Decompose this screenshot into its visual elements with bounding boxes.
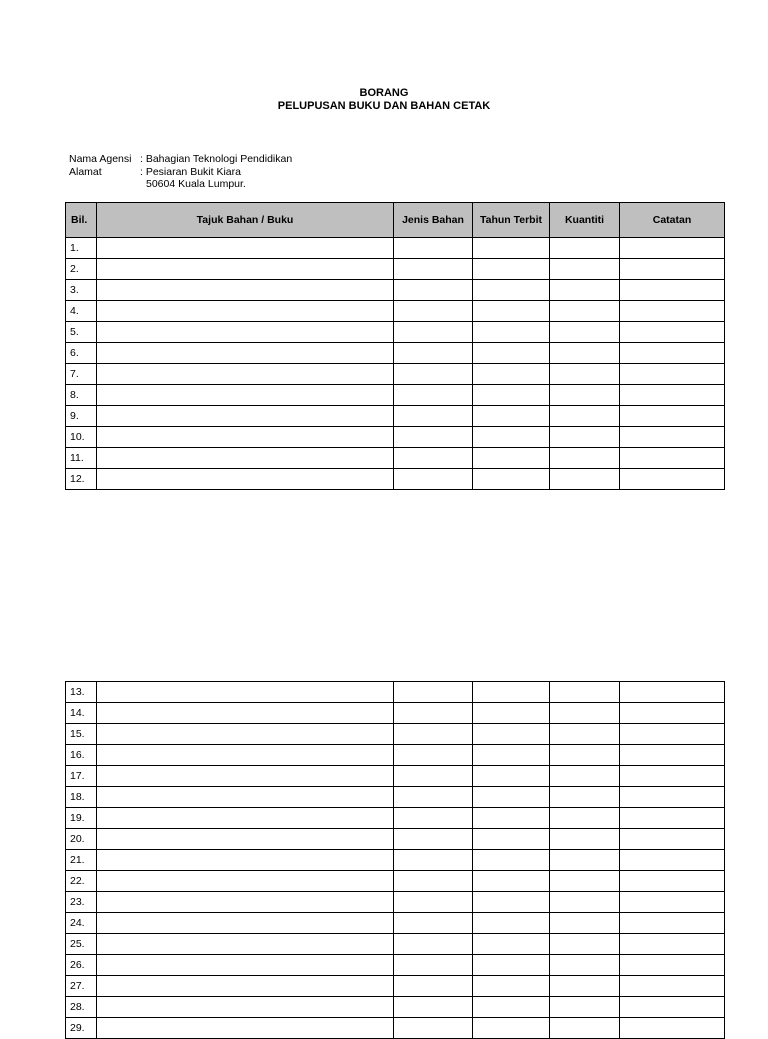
cell-jenis[interactable] <box>394 448 473 469</box>
cell-kuantiti[interactable] <box>550 703 620 724</box>
cell-tahun[interactable] <box>473 745 550 766</box>
table-row <box>66 829 725 850</box>
cell-tajuk[interactable] <box>97 427 394 448</box>
cell-kuantiti[interactable] <box>550 787 620 808</box>
cell-catatan[interactable] <box>620 322 725 343</box>
form-title: BORANG <box>359 87 409 99</box>
cell-tajuk[interactable] <box>97 934 394 955</box>
table-row <box>66 871 725 892</box>
table-row <box>66 892 725 913</box>
table-row <box>66 364 725 385</box>
cell-kuantiti[interactable] <box>550 469 620 490</box>
cell-kuantiti[interactable] <box>550 808 620 829</box>
cell-jenis[interactable] <box>394 301 473 322</box>
table-row <box>66 385 725 406</box>
table-row <box>66 934 725 955</box>
cell-catatan[interactable] <box>620 343 725 364</box>
cell-kuantiti[interactable] <box>550 997 620 1018</box>
cell-catatan[interactable] <box>620 427 725 448</box>
cell-catatan[interactable] <box>620 745 725 766</box>
cell-jenis[interactable] <box>394 724 473 745</box>
cell-bil: 13. <box>66 682 97 703</box>
cell-kuantiti[interactable] <box>550 850 620 871</box>
cell-tajuk[interactable] <box>97 745 394 766</box>
cell-catatan[interactable] <box>620 385 725 406</box>
cell-tajuk[interactable] <box>97 955 394 976</box>
cell-tajuk[interactable] <box>97 997 394 1018</box>
cell-bil: 23. <box>66 892 97 913</box>
cell-tajuk[interactable] <box>97 1018 394 1039</box>
cell-kuantiti[interactable] <box>550 913 620 934</box>
cell-catatan[interactable] <box>620 871 725 892</box>
cell-tajuk[interactable] <box>97 913 394 934</box>
cell-tahun[interactable] <box>473 301 550 322</box>
cell-tahun[interactable] <box>473 850 550 871</box>
cell-catatan[interactable] <box>620 724 725 745</box>
cell-bil: 28. <box>66 997 97 1018</box>
cell-tajuk[interactable] <box>97 724 394 745</box>
cell-tahun[interactable] <box>473 976 550 997</box>
cell-tajuk[interactable] <box>97 448 394 469</box>
cell-bil: 22. <box>66 871 97 892</box>
table-row <box>66 280 725 301</box>
cell-tajuk[interactable] <box>97 829 394 850</box>
cell-bil: 8. <box>66 385 97 406</box>
cell-tajuk[interactable] <box>97 850 394 871</box>
cell-kuantiti[interactable] <box>550 343 620 364</box>
cell-bil: 15. <box>66 724 97 745</box>
cell-bil: 5. <box>66 322 97 343</box>
cell-tahun[interactable] <box>473 385 550 406</box>
table-row <box>66 703 725 724</box>
table-row <box>66 301 725 322</box>
cell-kuantiti[interactable] <box>550 892 620 913</box>
cell-tajuk[interactable] <box>97 322 394 343</box>
cell-tahun[interactable] <box>473 343 550 364</box>
cell-jenis[interactable] <box>394 976 473 997</box>
cell-bil: 17. <box>66 766 97 787</box>
cell-jenis[interactable] <box>394 997 473 1018</box>
cell-jenis[interactable] <box>394 385 473 406</box>
cell-jenis[interactable] <box>394 322 473 343</box>
cell-bil: 11. <box>66 448 97 469</box>
cell-tahun[interactable] <box>473 238 550 259</box>
cell-catatan[interactable] <box>620 829 725 850</box>
cell-kuantiti[interactable] <box>550 766 620 787</box>
cell-tajuk[interactable] <box>97 976 394 997</box>
cell-tahun[interactable] <box>473 322 550 343</box>
cell-bil: 2. <box>66 259 97 280</box>
address-row <box>69 166 292 179</box>
cell-tahun[interactable] <box>473 934 550 955</box>
cell-tajuk[interactable] <box>97 682 394 703</box>
disposal-table-continued <box>65 681 725 1039</box>
cell-kuantiti[interactable] <box>550 406 620 427</box>
cell-tahun[interactable] <box>473 448 550 469</box>
cell-bil: 27. <box>66 976 97 997</box>
cell-bil: 20. <box>66 829 97 850</box>
cell-tahun[interactable] <box>473 427 550 448</box>
cell-catatan[interactable] <box>620 280 725 301</box>
cell-tajuk[interactable] <box>97 238 394 259</box>
cell-jenis[interactable] <box>394 703 473 724</box>
table-row <box>66 343 725 364</box>
cell-tahun[interactable] <box>473 766 550 787</box>
cell-bil: 1. <box>66 238 97 259</box>
cell-jenis[interactable] <box>394 787 473 808</box>
cell-catatan[interactable] <box>620 682 725 703</box>
cell-tajuk[interactable] <box>97 703 394 724</box>
cell-bil: 29. <box>66 1018 97 1039</box>
cell-tajuk[interactable] <box>97 385 394 406</box>
cell-tajuk[interactable] <box>97 469 394 490</box>
cell-kuantiti[interactable] <box>550 364 620 385</box>
cell-bil: 7. <box>66 364 97 385</box>
cell-tahun[interactable] <box>473 724 550 745</box>
cell-tajuk[interactable] <box>97 787 394 808</box>
cell-tajuk[interactable] <box>97 808 394 829</box>
cell-tajuk[interactable] <box>97 301 394 322</box>
cell-kuantiti[interactable] <box>550 259 620 280</box>
agency-row <box>69 153 292 166</box>
cell-catatan[interactable] <box>620 469 725 490</box>
cell-kuantiti[interactable] <box>550 238 620 259</box>
table-row <box>66 808 725 829</box>
cell-bil: 21. <box>66 850 97 871</box>
cell-tajuk[interactable] <box>97 364 394 385</box>
table-row <box>66 406 725 427</box>
cell-tahun[interactable] <box>473 829 550 850</box>
table-row <box>66 448 725 469</box>
cell-bil: 16. <box>66 745 97 766</box>
cell-tajuk[interactable] <box>97 871 394 892</box>
cell-catatan[interactable] <box>620 1018 725 1039</box>
cell-catatan[interactable] <box>620 976 725 997</box>
address-line-2: 50604 Kuala Lumpur. <box>146 178 246 190</box>
table-row <box>66 850 725 871</box>
cell-jenis[interactable] <box>394 682 473 703</box>
cell-jenis[interactable] <box>394 808 473 829</box>
table-row <box>66 997 725 1018</box>
cell-bil: 18. <box>66 787 97 808</box>
cell-kuantiti[interactable] <box>550 301 620 322</box>
cell-catatan[interactable] <box>620 364 725 385</box>
cell-tahun[interactable] <box>473 682 550 703</box>
cell-catatan[interactable] <box>620 892 725 913</box>
cell-tahun[interactable] <box>473 787 550 808</box>
table-row <box>66 976 725 997</box>
cell-kuantiti[interactable] <box>550 1018 620 1039</box>
cell-bil: 14. <box>66 703 97 724</box>
address-line-1: : Pesiaran Bukit Kiara <box>140 165 241 178</box>
cell-catatan[interactable] <box>620 238 725 259</box>
cell-tahun[interactable] <box>473 364 550 385</box>
cell-tahun[interactable] <box>473 871 550 892</box>
cell-catatan[interactable] <box>620 850 725 871</box>
cell-kuantiti[interactable] <box>550 280 620 301</box>
cell-jenis[interactable] <box>394 469 473 490</box>
cell-jenis[interactable] <box>394 427 473 448</box>
cell-bil: 10. <box>66 427 97 448</box>
table-row <box>66 745 725 766</box>
cell-bil: 6. <box>66 343 97 364</box>
cell-bil: 4. <box>66 301 97 322</box>
cell-jenis[interactable] <box>394 955 473 976</box>
agency-value: : Bahagian Teknologi Pendidikan <box>140 153 293 165</box>
cell-jenis[interactable] <box>394 850 473 871</box>
cell-bil: 19. <box>66 808 97 829</box>
disposal-table <box>65 202 725 490</box>
cell-catatan[interactable] <box>620 301 725 322</box>
cell-catatan[interactable] <box>620 787 725 808</box>
cell-tajuk[interactable] <box>97 406 394 427</box>
cell-jenis[interactable] <box>394 766 473 787</box>
cell-catatan[interactable] <box>620 955 725 976</box>
cell-tahun[interactable] <box>473 259 550 280</box>
column-header-catatan: Catatan <box>620 203 725 238</box>
column-header-tajuk: Tajuk Bahan / Buku <box>97 203 394 238</box>
column-header-kuantiti: Kuantiti <box>550 203 620 238</box>
cell-tahun[interactable] <box>473 997 550 1018</box>
cell-catatan[interactable] <box>620 997 725 1018</box>
cell-tahun[interactable] <box>473 808 550 829</box>
cell-jenis[interactable] <box>394 343 473 364</box>
cell-tahun[interactable] <box>473 469 550 490</box>
table-row <box>66 1018 725 1039</box>
cell-tajuk[interactable] <box>97 280 394 301</box>
cell-catatan[interactable] <box>620 703 725 724</box>
cell-catatan[interactable] <box>620 766 725 787</box>
cell-kuantiti[interactable] <box>550 322 620 343</box>
cell-jenis[interactable] <box>394 280 473 301</box>
cell-bil: 26. <box>66 955 97 976</box>
cell-tajuk[interactable] <box>97 343 394 364</box>
cell-bil: 3. <box>66 280 97 301</box>
cell-bil: 12. <box>66 469 97 490</box>
table-row <box>66 238 725 259</box>
cell-jenis[interactable] <box>394 745 473 766</box>
cell-kuantiti[interactable] <box>550 976 620 997</box>
table-row <box>66 766 725 787</box>
cell-jenis[interactable] <box>394 934 473 955</box>
cell-catatan[interactable] <box>620 448 725 469</box>
cell-jenis[interactable] <box>394 871 473 892</box>
column-header-jenis: Jenis Bahan <box>394 203 473 238</box>
table-row <box>66 724 725 745</box>
cell-kuantiti[interactable] <box>550 829 620 850</box>
cell-jenis[interactable] <box>394 892 473 913</box>
table-row <box>66 955 725 976</box>
form-subtitle: PELUPUSAN BUKU DAN BAHAN CETAK <box>277 100 491 112</box>
cell-jenis[interactable] <box>394 1018 473 1039</box>
cell-tahun[interactable] <box>473 703 550 724</box>
agency-label: Nama Agensi <box>69 153 132 165</box>
cell-tahun[interactable] <box>473 1018 550 1039</box>
cell-tahun[interactable] <box>473 892 550 913</box>
cell-catatan[interactable] <box>620 913 725 934</box>
cell-tahun[interactable] <box>473 913 550 934</box>
cell-jenis[interactable] <box>394 829 473 850</box>
cell-tajuk[interactable] <box>97 766 394 787</box>
table-header-row <box>66 203 725 238</box>
cell-kuantiti[interactable] <box>550 724 620 745</box>
cell-catatan[interactable] <box>620 259 725 280</box>
cell-bil: 24. <box>66 913 97 934</box>
table-row <box>66 469 725 490</box>
cell-kuantiti[interactable] <box>550 385 620 406</box>
table-row <box>66 427 725 448</box>
cell-kuantiti[interactable] <box>550 871 620 892</box>
address-label: Alamat <box>69 165 102 178</box>
cell-jenis[interactable] <box>394 259 473 280</box>
cell-catatan[interactable] <box>620 406 725 427</box>
cell-kuantiti[interactable] <box>550 448 620 469</box>
cell-tahun[interactable] <box>473 955 550 976</box>
column-header-tahun: Tahun Terbit <box>473 203 550 238</box>
table-row <box>66 259 725 280</box>
cell-bil: 25. <box>66 934 97 955</box>
cell-catatan[interactable] <box>620 808 725 829</box>
cell-kuantiti[interactable] <box>550 934 620 955</box>
cell-kuantiti[interactable] <box>550 745 620 766</box>
address-row-2 <box>69 178 292 191</box>
table-row <box>66 682 725 703</box>
agency-info <box>69 153 292 191</box>
cell-jenis[interactable] <box>394 238 473 259</box>
table-row <box>66 787 725 808</box>
cell-catatan[interactable] <box>620 934 725 955</box>
cell-jenis[interactable] <box>394 406 473 427</box>
cell-tahun[interactable] <box>473 280 550 301</box>
cell-tajuk[interactable] <box>97 259 394 280</box>
table-row <box>66 913 725 934</box>
cell-kuantiti[interactable] <box>550 427 620 448</box>
cell-kuantiti[interactable] <box>550 955 620 976</box>
column-header-bil: Bil. <box>66 203 97 238</box>
cell-tajuk[interactable] <box>97 892 394 913</box>
cell-bil: 9. <box>66 406 97 427</box>
cell-tahun[interactable] <box>473 406 550 427</box>
cell-jenis[interactable] <box>394 364 473 385</box>
cell-kuantiti[interactable] <box>550 682 620 703</box>
cell-jenis[interactable] <box>394 913 473 934</box>
table-row <box>66 322 725 343</box>
